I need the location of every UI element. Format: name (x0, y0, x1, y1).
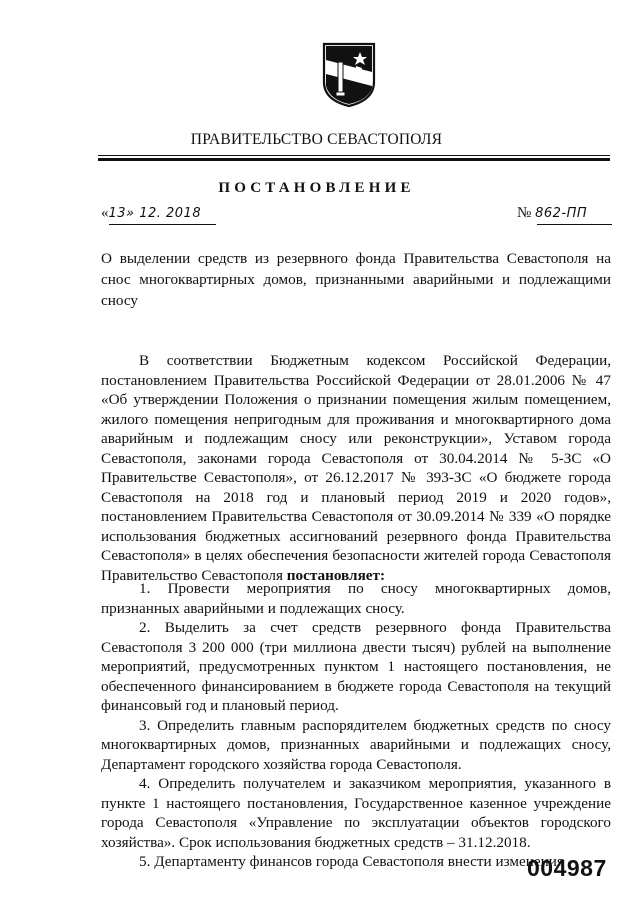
document-type-heading: ПОСТАНОВЛЕНИЕ (218, 180, 415, 196)
number-underline (537, 224, 612, 225)
resolution-item-4: 4. Определить получателем и заказчиком мероприятия, указанного в пункте 1 настоящего постановления, Государственное казенное учреждение города Севастополя «Управление по эксплуатации объектов городского хозяйства». Срок использования бюджетных средств – 31.12.2018. (101, 775, 611, 851)
header-rule-thick (98, 158, 610, 161)
document-number (517, 205, 612, 222)
number-value: 862-ПП (535, 206, 588, 221)
resolution-items (101, 579, 611, 872)
date-month-year: » 12. 2018 (126, 206, 202, 221)
resolution-item-1: 1. Провести мероприятия по сносу многоквартирных домов, признанных аварийными и подлежащих сносу. (101, 580, 611, 617)
number-sign: № (517, 205, 532, 221)
resolution-item-2: 2. Выделить за счет средств резервного фонда Правительства Севастополя 3 200 000 (три миллиона двести тысяч) рублей на выполнение мероприятий, предусмотренных пунктом 1 настоящего постановления, не обеспеченного финансированием в бюджете города Севастополя на текущий финансовый год и плановый период. (101, 619, 611, 714)
preamble-paragraph (101, 351, 611, 585)
resolution-item-3: 3. Определить главным распорядителем бюджетных средств по сносу многоквартирных домов, признанных аварийными и подлежащих сносу, Департамент городского хозяйства города Севастополя. (101, 716, 611, 773)
date-underline (109, 224, 216, 225)
coat-of-arms-emblem (322, 42, 376, 108)
document-subject: О выделении средств из резервного фонда Правительства Севастополя на снос многоквартирных домов, признанными аварийными и подлежащими сносу (101, 250, 611, 309)
preamble-emphasis: постановляет: (286, 566, 386, 584)
document-date (101, 205, 216, 222)
header-rule-thin (98, 155, 610, 156)
date-open-quote: « (101, 205, 109, 221)
stamp-serial-number: 004987 (527, 855, 607, 881)
government-title: ПРАВИТЕЛЬСТВО СЕВАСТОПОЛЯ (190, 131, 443, 148)
date-day: 13 (108, 206, 127, 221)
preamble-text: В соответствии Бюджетным кодексом Российской Федерации, постановлением Правительства Российской Федерации от 28.01.2006 № 47 «Об утверждении Положения о признании помещения жилым помещением, жилого помещения непригодным для проживания и многоквартирного дома аварийным и подлежащим сносу или реконструкции», Уставом города Севастополя, законами города Севастополя от 30.04.2014 № 5-ЗС «О Правительстве Севастополя», от 26.12.2017 № 393-ЗС «О бюджете города Севастополя на 2018 год и плановый период 2019 и 2020 годов», постановлением Правительства Севастополя от 30.09.2014 № 339 «О порядке использования бюджетных ассигнований резервного фонда Правительства Севастополя» в целях обеспечения безопасности жителей города Севастополя Правительство Севастополя (101, 352, 611, 584)
resolution-item-5: 5. Департаменту финансов города Севастополя внести изменения (139, 853, 564, 870)
